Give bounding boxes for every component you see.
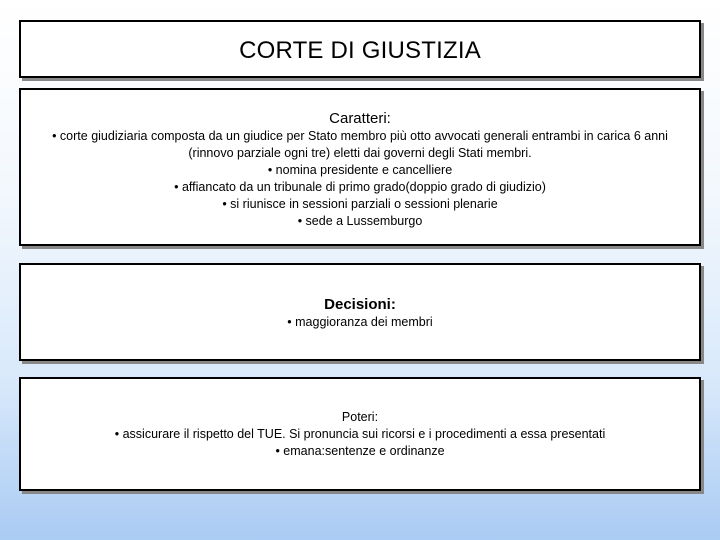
decisioni-box (19, 263, 701, 361)
caratteri-line-composition: • corte giudiziaria composta da un giudice per Stato membro più otto avvocati generali entrambi in carica 6 anni (rinnovo parziale ogni tre) eletti dai governi degli Stati membri. (52, 129, 668, 160)
poteri-box (19, 377, 701, 491)
decisioni-heading: Decisioni: (324, 296, 396, 313)
poteri-line-rispetto: • assicurare il rispetto del TUE. Si pronuncia sui ricorsi e i procedimenti a essa presentati (114, 427, 606, 441)
caratteri-box (19, 88, 701, 246)
caratteri-heading-colon: : (386, 110, 391, 127)
poteri-line-sentenze: • emana:sentenze e ordinanze (275, 444, 445, 458)
slide-title: CORTE DI GIUSTIZIA (239, 37, 481, 64)
caratteri-heading (21, 109, 699, 128)
caratteri-line-sessioni: • si riunisce in sessioni parziali o sessioni plenarie (222, 197, 498, 211)
caratteri-line-nomina: • nomina presidente e cancelliere (267, 163, 453, 177)
poteri-heading: Poteri: (341, 410, 379, 424)
decisioni-line-maggioranza: • maggioranza dei membri (287, 315, 433, 329)
caratteri-line-tribunale: • affiancato da un tribunale di primo grado(doppio grado di giudizio) (174, 180, 546, 194)
caratteri-line-sede: • sede a Lussemburgo (297, 214, 423, 228)
title-box (19, 20, 701, 78)
caratteri-heading-text: Caratteri (329, 110, 387, 127)
